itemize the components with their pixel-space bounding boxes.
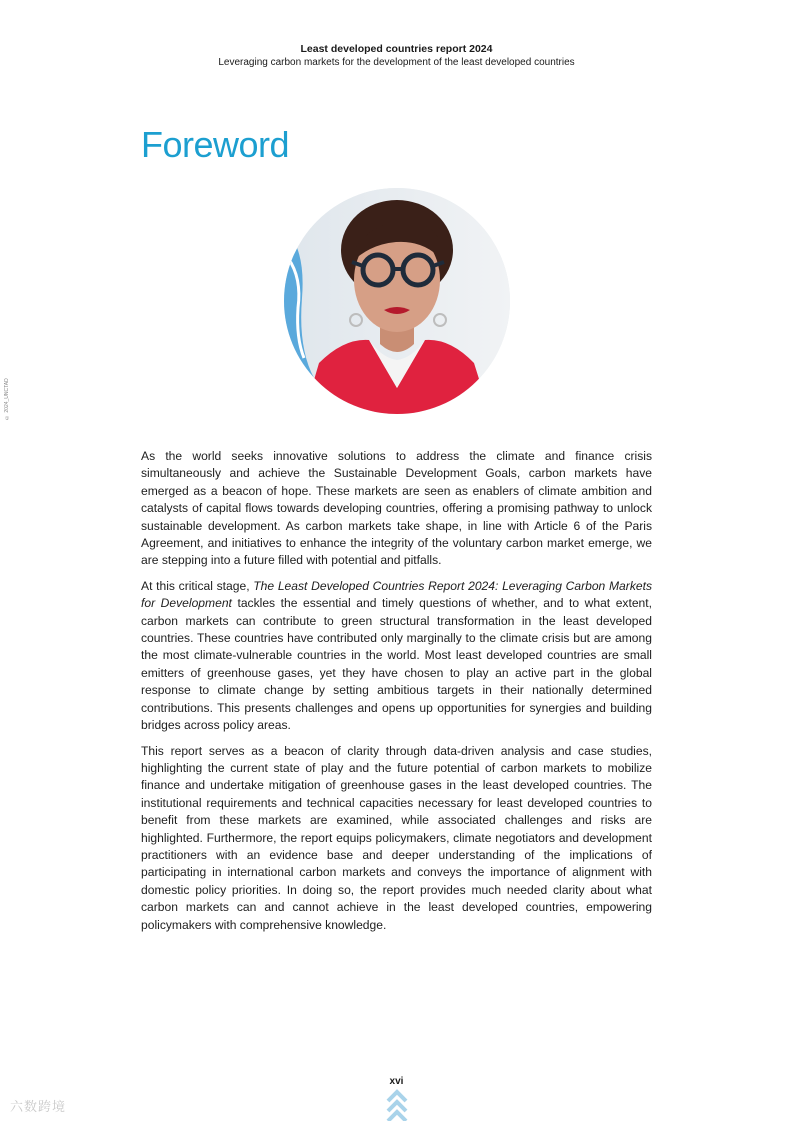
paragraph-2-rest: tackles the essential and timely questions of whether, and to what extent, carbon markets can contribute to green structural transformation in the least developed countries. These countries have contributed only marginally to the climate crisis but are among the most climate-vulnerable countries in the world. Most least developed countries are small emitters of greenhouse gases, yet they have chosen to play an active part in the global response to climate change by setting ambitious targets in their nationally determined contributions. This presents challenges and opens up opportunities for synergies and building bridges across policy areas. [141, 596, 653, 733]
report-title-italic: The Least Developed Countries Report 2024: Leveraging Carbon Markets for Development [141, 578, 652, 611]
paragraph-2-lead: At this critical stage, [141, 578, 254, 593]
page-number: xvi [389, 1076, 404, 1087]
report-subtitle: Leveraging carbon markets for the development of the least developed countries [218, 57, 575, 68]
paragraph-1: As the world seeks innovative solutions to address the climate and finance crisis simultaneously and achieve the Sustainable Development Goals, carbon markets have emerged as a beacon of hope. These markets are seen as enablers of climate ambition and catalysts of capital flows towards developing countries, offering a promising pathway to unlock sustainable development. As carbon markets take shape, in line with Article 6 of the Paris Agreement, and initiatives to enhance the integrity of the voluntary carbon market emerge, we are stepping into a future filled with potential and pitfalls. [141, 449, 652, 568]
paragraph-3: This report serves as a beacon of clarity through data-driven analysis and case studies, highlighting the current state of play and the future potential of carbon markets to mobilize finance and undertake mitigation of greenhouse gases in the least developed countries. The institutional requirements and technical capacities necessary for least developed countries to benefit from these markets are examined, while associated challenges and risks are highlighted. Furthermore, the report equips policymakers, climate negotiators and development practitioners with an evidence base and deeper understanding of the implications of participating in international carbon markets and conveys the importance of alignment with domestic policy priorities. In doing so, the report provides much needed clarity about what carbon markets can and cannot achieve in the least developed countries, empowering policymakers with comprehensive knowledge. [141, 743, 652, 932]
paragraph-2 [141, 578, 652, 735]
foreword-body [141, 448, 652, 942]
chevron-up-icon [386, 1089, 408, 1121]
portrait-photo [284, 188, 510, 414]
running-header [0, 42, 793, 69]
copyright-note: © 2024_UNCTAD [4, 378, 10, 420]
page-title: Foreword [141, 124, 290, 165]
report-title: Least developed countries report 2024 [300, 43, 493, 55]
watermark: 六数跨境 [10, 1099, 67, 1114]
